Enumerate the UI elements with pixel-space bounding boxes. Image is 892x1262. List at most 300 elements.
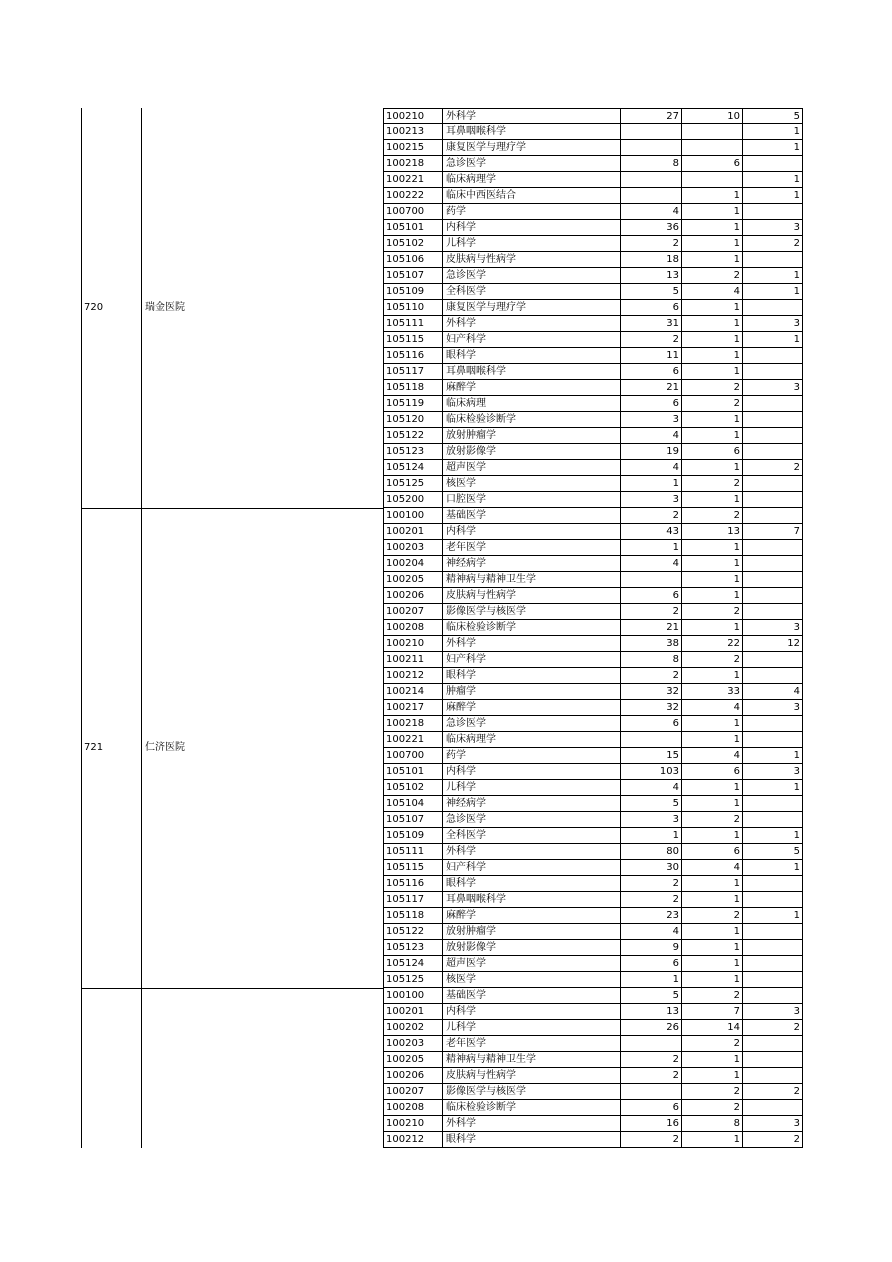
cell-code: 100206 xyxy=(383,1068,443,1084)
cell-code: 105102 xyxy=(383,236,443,252)
cell-v2: 10 xyxy=(682,108,743,124)
cell-name: 老年医学 xyxy=(443,1036,621,1052)
cell-code: 100212 xyxy=(383,668,443,684)
cell-name: 临床检验诊断学 xyxy=(443,620,621,636)
cell-code: 100205 xyxy=(383,1052,443,1068)
cell-v3: 7 xyxy=(743,524,803,540)
cell-v2: 2 xyxy=(682,1084,743,1100)
cell-v3 xyxy=(743,300,803,316)
cell-code: 100212 xyxy=(383,1132,443,1148)
cell-v2: 1 xyxy=(682,1068,743,1084)
cell-name: 临床检验诊断学 xyxy=(443,1100,621,1116)
cell-v1: 13 xyxy=(621,268,682,284)
cell-v3 xyxy=(743,156,803,172)
cell-v1: 1 xyxy=(621,828,682,844)
cell-v2: 1 xyxy=(682,188,743,204)
cell-v3 xyxy=(743,924,803,940)
cell-v2: 7 xyxy=(682,1004,743,1020)
cell-v2: 1 xyxy=(682,316,743,332)
cell-v1: 2 xyxy=(621,604,682,620)
cell-code: 105107 xyxy=(383,268,443,284)
cell-name: 皮肤病与性病学 xyxy=(443,252,621,268)
cell-v3 xyxy=(743,588,803,604)
cell-v1: 1 xyxy=(621,476,682,492)
cell-code: 105116 xyxy=(383,876,443,892)
unit-code: 721 xyxy=(84,742,104,753)
cell-name: 妇产科学 xyxy=(443,652,621,668)
cell-name: 影像医学与核医学 xyxy=(443,604,621,620)
cell-name: 急诊医学 xyxy=(443,716,621,732)
cell-name: 耳鼻咽喉科学 xyxy=(443,892,621,908)
cell-v1: 4 xyxy=(621,924,682,940)
cell-code: 105116 xyxy=(383,348,443,364)
cell-v2: 1 xyxy=(682,796,743,812)
cell-v1: 5 xyxy=(621,988,682,1004)
cell-code: 105102 xyxy=(383,780,443,796)
cell-name: 妇产科学 xyxy=(443,860,621,876)
cell-v1: 9 xyxy=(621,940,682,956)
cell-v3 xyxy=(743,892,803,908)
cell-v2: 1 xyxy=(682,556,743,572)
cell-v2: 1 xyxy=(682,540,743,556)
cell-code: 100206 xyxy=(383,588,443,604)
cell-v3 xyxy=(743,988,803,1004)
cell-code: 100217 xyxy=(383,700,443,716)
cell-v2: 1 xyxy=(682,236,743,252)
cell-code: 100201 xyxy=(383,524,443,540)
cell-v2: 4 xyxy=(682,700,743,716)
cell-v1: 19 xyxy=(621,444,682,460)
cell-code: 100213 xyxy=(383,124,443,140)
cell-v1: 30 xyxy=(621,860,682,876)
cell-code: 105125 xyxy=(383,476,443,492)
cell-v2: 1 xyxy=(682,1132,743,1148)
cell-v1: 6 xyxy=(621,956,682,972)
cell-v1: 31 xyxy=(621,316,682,332)
cell-v3 xyxy=(743,1100,803,1116)
cell-v1: 2 xyxy=(621,236,682,252)
cell-code: 100203 xyxy=(383,540,443,556)
cell-code: 100207 xyxy=(383,1084,443,1100)
cell-code: 105119 xyxy=(383,396,443,412)
cell-v1: 2 xyxy=(621,1052,682,1068)
cell-v1: 2 xyxy=(621,876,682,892)
cell-code: 105115 xyxy=(383,332,443,348)
cell-name: 外科学 xyxy=(443,1116,621,1132)
cell-v1: 103 xyxy=(621,764,682,780)
cell-v3: 3 xyxy=(743,380,803,396)
cell-v2: 1 xyxy=(682,348,743,364)
cell-name: 放射肿瘤学 xyxy=(443,428,621,444)
cell-v2: 1 xyxy=(682,332,743,348)
cell-code: 105117 xyxy=(383,892,443,908)
cell-v3 xyxy=(743,572,803,588)
cell-v1: 4 xyxy=(621,460,682,476)
cell-name: 急诊医学 xyxy=(443,156,621,172)
cell-v3 xyxy=(743,508,803,524)
cell-v3 xyxy=(743,540,803,556)
cell-v1: 3 xyxy=(621,812,682,828)
cell-v3 xyxy=(743,812,803,828)
cell-v3: 3 xyxy=(743,1004,803,1020)
cell-code: 105124 xyxy=(383,460,443,476)
cell-code: 100210 xyxy=(383,1116,443,1132)
cell-name: 内科学 xyxy=(443,220,621,236)
cell-code: 100700 xyxy=(383,204,443,220)
cell-name: 神经病学 xyxy=(443,556,621,572)
cell-code: 105123 xyxy=(383,444,443,460)
cell-name: 临床病理学 xyxy=(443,732,621,748)
cell-v3: 3 xyxy=(743,700,803,716)
cell-v2: 1 xyxy=(682,204,743,220)
cell-code: 105115 xyxy=(383,860,443,876)
cell-v2 xyxy=(682,172,743,188)
cell-v2: 1 xyxy=(682,828,743,844)
cell-code: 100210 xyxy=(383,108,443,124)
cell-code: 105120 xyxy=(383,412,443,428)
cell-v3 xyxy=(743,348,803,364)
cell-name: 妇产科学 xyxy=(443,332,621,348)
cell-code: 105122 xyxy=(383,428,443,444)
cell-code: 100218 xyxy=(383,156,443,172)
cell-code: 100222 xyxy=(383,188,443,204)
cell-name: 放射影像学 xyxy=(443,444,621,460)
cell-v3 xyxy=(743,476,803,492)
cell-name: 康复医学与理疗学 xyxy=(443,140,621,156)
cell-v3 xyxy=(743,1036,803,1052)
cell-v3 xyxy=(743,1068,803,1084)
cell-v2: 1 xyxy=(682,364,743,380)
cell-v3: 1 xyxy=(743,780,803,796)
cell-v2: 6 xyxy=(682,156,743,172)
cell-name: 麻醉学 xyxy=(443,908,621,924)
cell-code: 105125 xyxy=(383,972,443,988)
cell-name: 眼科学 xyxy=(443,876,621,892)
cell-v2: 1 xyxy=(682,252,743,268)
cell-name: 内科学 xyxy=(443,764,621,780)
cell-v1: 38 xyxy=(621,636,682,652)
cell-code: 105118 xyxy=(383,380,443,396)
cell-v2: 1 xyxy=(682,428,743,444)
cell-code: 100214 xyxy=(383,684,443,700)
cell-name: 基础医学 xyxy=(443,508,621,524)
cell-v2: 6 xyxy=(682,844,743,860)
cell-name: 内科学 xyxy=(443,524,621,540)
cell-code: 105122 xyxy=(383,924,443,940)
cell-name: 内科学 xyxy=(443,1004,621,1020)
cell-code: 105109 xyxy=(383,828,443,844)
cell-code: 100211 xyxy=(383,652,443,668)
cell-name: 药学 xyxy=(443,748,621,764)
cell-v1 xyxy=(621,732,682,748)
cell-v3: 1 xyxy=(743,172,803,188)
cell-v2: 1 xyxy=(682,220,743,236)
cell-v2: 2 xyxy=(682,396,743,412)
cell-v2: 2 xyxy=(682,268,743,284)
cell-name: 外科学 xyxy=(443,316,621,332)
cell-code: 105124 xyxy=(383,956,443,972)
cell-v3 xyxy=(743,492,803,508)
cell-code: 100100 xyxy=(383,508,443,524)
cell-name: 放射肿瘤学 xyxy=(443,924,621,940)
cell-v2: 2 xyxy=(682,476,743,492)
cell-v2: 2 xyxy=(682,652,743,668)
cell-v1 xyxy=(621,572,682,588)
cell-v3 xyxy=(743,252,803,268)
cell-v2: 2 xyxy=(682,508,743,524)
cell-v1: 15 xyxy=(621,748,682,764)
cell-v3: 1 xyxy=(743,332,803,348)
cell-v2: 1 xyxy=(682,780,743,796)
cell-v2: 2 xyxy=(682,812,743,828)
cell-v3: 2 xyxy=(743,1020,803,1036)
cell-v1: 2 xyxy=(621,508,682,524)
cell-v3: 1 xyxy=(743,188,803,204)
cell-code: 105110 xyxy=(383,300,443,316)
cell-v2: 1 xyxy=(682,972,743,988)
cell-v3: 4 xyxy=(743,684,803,700)
cell-v1: 2 xyxy=(621,668,682,684)
group-divider xyxy=(81,988,383,989)
cell-v2: 6 xyxy=(682,764,743,780)
cell-v2: 1 xyxy=(682,956,743,972)
cell-v1: 4 xyxy=(621,428,682,444)
cell-v1: 18 xyxy=(621,252,682,268)
cell-code: 100215 xyxy=(383,140,443,156)
cell-v1: 3 xyxy=(621,492,682,508)
cell-name: 精神病与精神卫生学 xyxy=(443,572,621,588)
cell-name: 眼科学 xyxy=(443,1132,621,1148)
cell-v2: 2 xyxy=(682,908,743,924)
cell-v3 xyxy=(743,716,803,732)
cell-code: 100221 xyxy=(383,172,443,188)
cell-code: 105104 xyxy=(383,796,443,812)
cell-name: 急诊医学 xyxy=(443,812,621,828)
cell-v1: 6 xyxy=(621,396,682,412)
cell-name: 耳鼻咽喉科学 xyxy=(443,364,621,380)
cell-v2: 1 xyxy=(682,892,743,908)
cell-v1: 80 xyxy=(621,844,682,860)
cell-v1: 1 xyxy=(621,972,682,988)
cell-v1: 6 xyxy=(621,1100,682,1116)
cell-name: 儿科学 xyxy=(443,1020,621,1036)
cell-name: 外科学 xyxy=(443,636,621,652)
cell-v1: 6 xyxy=(621,364,682,380)
cell-v2: 1 xyxy=(682,588,743,604)
cell-code: 105109 xyxy=(383,284,443,300)
cell-v2: 2 xyxy=(682,604,743,620)
cell-v3: 2 xyxy=(743,1084,803,1100)
cell-name: 眼科学 xyxy=(443,348,621,364)
cell-v3 xyxy=(743,956,803,972)
cell-v1 xyxy=(621,140,682,156)
cell-v3: 3 xyxy=(743,220,803,236)
cell-v3 xyxy=(743,556,803,572)
cell-name: 皮肤病与性病学 xyxy=(443,1068,621,1084)
cell-name: 核医学 xyxy=(443,476,621,492)
cell-v3: 3 xyxy=(743,316,803,332)
cell-v1: 3 xyxy=(621,412,682,428)
cell-v3: 3 xyxy=(743,1116,803,1132)
cell-v1: 32 xyxy=(621,700,682,716)
cell-name: 临床中西医结合 xyxy=(443,188,621,204)
cell-v2: 1 xyxy=(682,732,743,748)
cell-v3: 1 xyxy=(743,860,803,876)
group-divider xyxy=(81,508,383,509)
cell-v3 xyxy=(743,796,803,812)
cell-code: 105118 xyxy=(383,908,443,924)
cell-v1 xyxy=(621,124,682,140)
cell-v1: 2 xyxy=(621,1132,682,1148)
cell-v1: 4 xyxy=(621,204,682,220)
cell-v1: 2 xyxy=(621,332,682,348)
cell-v1: 23 xyxy=(621,908,682,924)
cell-v1: 21 xyxy=(621,380,682,396)
cell-v1 xyxy=(621,1036,682,1052)
cell-code: 100208 xyxy=(383,1100,443,1116)
cell-v3: 1 xyxy=(743,140,803,156)
cell-name: 超声医学 xyxy=(443,460,621,476)
unit-code: 720 xyxy=(84,302,104,313)
unit-code-column-border xyxy=(81,108,82,1148)
cell-code: 105107 xyxy=(383,812,443,828)
cell-code: 105101 xyxy=(383,764,443,780)
cell-code: 105117 xyxy=(383,364,443,380)
cell-v3 xyxy=(743,940,803,956)
cell-code: 100218 xyxy=(383,716,443,732)
cell-v2 xyxy=(682,140,743,156)
cell-v1 xyxy=(621,172,682,188)
cell-code: 100208 xyxy=(383,620,443,636)
cell-v2: 2 xyxy=(682,1100,743,1116)
cell-v3 xyxy=(743,604,803,620)
cell-v1: 4 xyxy=(621,556,682,572)
cell-name: 神经病学 xyxy=(443,796,621,812)
cell-v3 xyxy=(743,1052,803,1068)
cell-v1: 27 xyxy=(621,108,682,124)
cell-code: 100203 xyxy=(383,1036,443,1052)
cell-v3 xyxy=(743,204,803,220)
cell-v3 xyxy=(743,876,803,892)
cell-v3: 1 xyxy=(743,908,803,924)
cell-v2: 33 xyxy=(682,684,743,700)
cell-v3 xyxy=(743,364,803,380)
cell-v2: 1 xyxy=(682,572,743,588)
cell-v1: 8 xyxy=(621,652,682,668)
cell-v1: 43 xyxy=(621,524,682,540)
cell-code: 100207 xyxy=(383,604,443,620)
cell-code: 100221 xyxy=(383,732,443,748)
cell-v2: 1 xyxy=(682,668,743,684)
cell-v1: 11 xyxy=(621,348,682,364)
cell-v2: 1 xyxy=(682,876,743,892)
cell-code: 105200 xyxy=(383,492,443,508)
cell-v3: 1 xyxy=(743,828,803,844)
cell-v2: 2 xyxy=(682,1036,743,1052)
cell-v2: 1 xyxy=(682,300,743,316)
cell-v1: 8 xyxy=(621,156,682,172)
cell-v1: 26 xyxy=(621,1020,682,1036)
cell-name: 基础医学 xyxy=(443,988,621,1004)
cell-v3: 12 xyxy=(743,636,803,652)
cell-v2: 1 xyxy=(682,620,743,636)
cell-name: 耳鼻咽喉科学 xyxy=(443,124,621,140)
cell-v1: 4 xyxy=(621,780,682,796)
cell-v2: 1 xyxy=(682,716,743,732)
cell-v2: 22 xyxy=(682,636,743,652)
cell-code: 105101 xyxy=(383,220,443,236)
cell-v1: 6 xyxy=(621,716,682,732)
cell-v3 xyxy=(743,972,803,988)
cell-v2: 1 xyxy=(682,492,743,508)
cell-code: 105106 xyxy=(383,252,443,268)
cell-v2: 4 xyxy=(682,748,743,764)
cell-name: 核医学 xyxy=(443,972,621,988)
cell-code: 100700 xyxy=(383,748,443,764)
cell-v1: 1 xyxy=(621,540,682,556)
cell-v2: 4 xyxy=(682,860,743,876)
cell-v1: 13 xyxy=(621,1004,682,1020)
cell-v1: 5 xyxy=(621,284,682,300)
cell-v2: 1 xyxy=(682,940,743,956)
cell-v1: 6 xyxy=(621,300,682,316)
cell-name: 皮肤病与性病学 xyxy=(443,588,621,604)
cell-v3 xyxy=(743,668,803,684)
cell-v1 xyxy=(621,1084,682,1100)
cell-name: 儿科学 xyxy=(443,236,621,252)
cell-v3 xyxy=(743,412,803,428)
cell-v2 xyxy=(682,124,743,140)
cell-v3: 2 xyxy=(743,236,803,252)
cell-v3 xyxy=(743,732,803,748)
cell-code: 105111 xyxy=(383,844,443,860)
cell-v1: 5 xyxy=(621,796,682,812)
cell-v3 xyxy=(743,396,803,412)
cell-name: 影像医学与核医学 xyxy=(443,1084,621,1100)
cell-code: 100204 xyxy=(383,556,443,572)
cell-v2: 1 xyxy=(682,1052,743,1068)
cell-v3 xyxy=(743,444,803,460)
cell-v2: 2 xyxy=(682,380,743,396)
cell-code: 100205 xyxy=(383,572,443,588)
cell-name: 全科医学 xyxy=(443,828,621,844)
unit-name: 仁济医院 xyxy=(145,742,185,753)
cell-v2: 14 xyxy=(682,1020,743,1036)
cell-v3: 1 xyxy=(743,748,803,764)
cell-v1 xyxy=(621,188,682,204)
cell-code: 100201 xyxy=(383,1004,443,1020)
cell-name: 全科医学 xyxy=(443,284,621,300)
cell-name: 精神病与精神卫生学 xyxy=(443,1052,621,1068)
cell-v3 xyxy=(743,428,803,444)
cell-v3: 3 xyxy=(743,620,803,636)
cell-name: 临床病理 xyxy=(443,396,621,412)
cell-v3: 5 xyxy=(743,108,803,124)
cell-v2: 1 xyxy=(682,924,743,940)
unit-name: 瑞金医院 xyxy=(145,302,185,313)
cell-v2: 13 xyxy=(682,524,743,540)
cell-name: 儿科学 xyxy=(443,780,621,796)
cell-name: 超声医学 xyxy=(443,956,621,972)
cell-name: 口腔医学 xyxy=(443,492,621,508)
cell-name: 临床检验诊断学 xyxy=(443,412,621,428)
cell-v2: 1 xyxy=(682,412,743,428)
cell-name: 康复医学与理疗学 xyxy=(443,300,621,316)
cell-v3: 5 xyxy=(743,844,803,860)
cell-v2: 8 xyxy=(682,1116,743,1132)
cell-name: 外科学 xyxy=(443,844,621,860)
cell-v1: 6 xyxy=(621,588,682,604)
